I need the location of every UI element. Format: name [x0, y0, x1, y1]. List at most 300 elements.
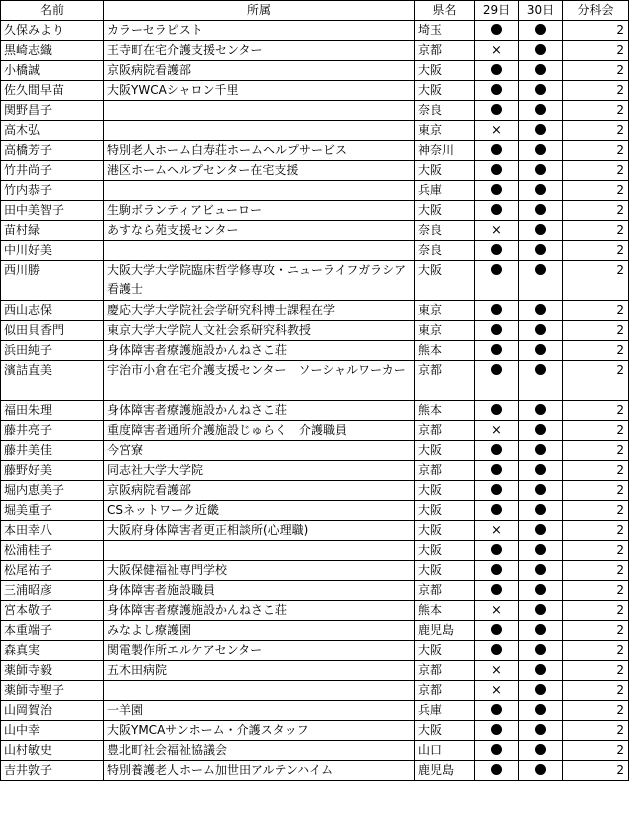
cell-session: 2	[563, 21, 629, 41]
cell-day29	[475, 201, 519, 221]
attend-dot-icon	[491, 404, 502, 415]
cell-prefecture: 京都	[415, 661, 475, 681]
cell-affiliation	[104, 121, 415, 141]
cell-day29	[475, 61, 519, 81]
cell-name: 苗村緑	[1, 221, 104, 241]
cell-day30	[519, 361, 563, 401]
cell-session: 2	[563, 341, 629, 361]
cell-affiliation: 重度障害者通所介護施設じゅらく 介護職員	[104, 421, 415, 441]
cell-session: 2	[563, 201, 629, 221]
table-row	[1, 321, 629, 341]
cell-day30	[519, 601, 563, 621]
cell-name: 田中美智子	[1, 201, 104, 221]
absent-cross-icon: ×	[491, 223, 502, 238]
table-row	[1, 521, 629, 541]
absent-cross-icon: ×	[491, 123, 502, 138]
cell-day30	[519, 641, 563, 661]
attend-dot-icon	[535, 664, 546, 675]
cell-day30	[519, 721, 563, 741]
cell-session: 2	[563, 581, 629, 601]
cell-affiliation: 特別養護老人ホーム加世田アルテンハイム	[104, 761, 415, 781]
cell-day30	[519, 661, 563, 681]
cell-name: 吉井敦子	[1, 761, 104, 781]
cell-session: 2	[563, 61, 629, 81]
cell-day29	[475, 481, 519, 501]
cell-prefecture: 大阪	[415, 201, 475, 221]
attend-dot-icon	[535, 464, 546, 475]
cell-day29	[475, 661, 519, 681]
table-row	[1, 761, 629, 781]
cell-prefecture: 大阪	[415, 81, 475, 101]
cell-day29	[475, 521, 519, 541]
cell-affiliation: 大阪YMCAサンホーム・介護スタッフ	[104, 721, 415, 741]
header-day29: 29日	[475, 1, 519, 21]
cell-session: 2	[563, 181, 629, 201]
cell-day29	[475, 261, 519, 301]
cell-prefecture: 京都	[415, 41, 475, 61]
cell-affiliation: 東京大学大学院人文社会系研究科教授	[104, 321, 415, 341]
table-row	[1, 441, 629, 461]
attend-dot-icon	[535, 764, 546, 775]
cell-name: 小橋誠	[1, 61, 104, 81]
cell-day30	[519, 481, 563, 501]
cell-affiliation: 同志社大学大学院	[104, 461, 415, 481]
cell-name: 高木弘	[1, 121, 104, 141]
cell-session: 2	[563, 701, 629, 721]
cell-session: 2	[563, 481, 629, 501]
cell-day29	[475, 441, 519, 461]
cell-name: 山岡賀治	[1, 701, 104, 721]
attend-dot-icon	[491, 584, 502, 595]
cell-affiliation: 大阪保健福祉専門学校	[104, 561, 415, 581]
cell-affiliation	[104, 541, 415, 561]
cell-prefecture: 兵庫	[415, 181, 475, 201]
attend-dot-icon	[535, 724, 546, 735]
table-row	[1, 141, 629, 161]
cell-prefecture: 埼玉	[415, 21, 475, 41]
table-row	[1, 621, 629, 641]
table-row	[1, 21, 629, 41]
attend-dot-icon	[535, 484, 546, 495]
cell-day30	[519, 441, 563, 461]
cell-prefecture: 鹿児島	[415, 621, 475, 641]
cell-name: 高橋芳子	[1, 141, 104, 161]
attend-dot-icon	[535, 544, 546, 555]
attend-dot-icon	[535, 224, 546, 235]
cell-day30	[519, 581, 563, 601]
cell-prefecture: 熊本	[415, 601, 475, 621]
cell-day29	[475, 501, 519, 521]
cell-day30	[519, 321, 563, 341]
cell-day29	[475, 541, 519, 561]
cell-name: 黒崎志織	[1, 41, 104, 61]
table-row	[1, 641, 629, 661]
attend-dot-icon	[491, 84, 502, 95]
attend-dot-icon	[491, 104, 502, 115]
cell-affiliation: 五木田病院	[104, 661, 415, 681]
cell-day29	[475, 721, 519, 741]
cell-prefecture: 京都	[415, 681, 475, 701]
attend-dot-icon	[491, 164, 502, 175]
cell-day29	[475, 461, 519, 481]
cell-prefecture: 奈良	[415, 101, 475, 121]
cell-session: 2	[563, 741, 629, 761]
cell-affiliation: みなよし療護園	[104, 621, 415, 641]
cell-name: 藤井美佳	[1, 441, 104, 461]
cell-name: 西山志保	[1, 301, 104, 321]
table-row	[1, 721, 629, 741]
attend-dot-icon	[535, 64, 546, 75]
cell-name: 西川勝	[1, 261, 104, 301]
attend-dot-icon	[535, 264, 546, 275]
cell-name: 似田貝香門	[1, 321, 104, 341]
cell-day30	[519, 241, 563, 261]
cell-prefecture: 大阪	[415, 501, 475, 521]
attend-dot-icon	[535, 244, 546, 255]
cell-name: 中川好美	[1, 241, 104, 261]
cell-name: 三浦昭彦	[1, 581, 104, 601]
attend-dot-icon	[535, 24, 546, 35]
cell-name: 薬師寺聖子	[1, 681, 104, 701]
attend-dot-icon	[535, 704, 546, 715]
cell-prefecture: 熊本	[415, 341, 475, 361]
cell-day29	[475, 321, 519, 341]
cell-prefecture: 大阪	[415, 561, 475, 581]
table-row	[1, 101, 629, 121]
table-row	[1, 221, 629, 241]
cell-session: 2	[563, 141, 629, 161]
table-row	[1, 501, 629, 521]
cell-session: 2	[563, 561, 629, 581]
cell-day30	[519, 621, 563, 641]
cell-session: 2	[563, 121, 629, 141]
attend-dot-icon	[535, 604, 546, 615]
table-row	[1, 61, 629, 81]
cell-session: 2	[563, 321, 629, 341]
attend-dot-icon	[535, 364, 546, 375]
cell-day30	[519, 561, 563, 581]
attend-dot-icon	[491, 564, 502, 575]
cell-prefecture: 山口	[415, 741, 475, 761]
cell-affiliation: 京阪病院看護部	[104, 481, 415, 501]
table-row	[1, 121, 629, 141]
cell-day30	[519, 681, 563, 701]
cell-day29	[475, 401, 519, 421]
cell-day30	[519, 161, 563, 181]
cell-day29	[475, 161, 519, 181]
cell-day30	[519, 201, 563, 221]
cell-name: 藤井亮子	[1, 421, 104, 441]
cell-name: 佐久間早苗	[1, 81, 104, 101]
attend-dot-icon	[535, 324, 546, 335]
attend-dot-icon	[491, 464, 502, 475]
attend-dot-icon	[491, 184, 502, 195]
header-prefecture: 県名	[415, 1, 475, 21]
cell-affiliation: 京阪病院看護部	[104, 61, 415, 81]
cell-session: 2	[563, 301, 629, 321]
attend-dot-icon	[491, 24, 502, 35]
absent-cross-icon: ×	[491, 683, 502, 698]
attend-dot-icon	[535, 584, 546, 595]
attend-dot-icon	[535, 344, 546, 355]
cell-session: 2	[563, 621, 629, 641]
cell-prefecture: 大阪	[415, 61, 475, 81]
cell-prefecture: 東京	[415, 301, 475, 321]
table-row	[1, 261, 629, 301]
cell-session: 2	[563, 161, 629, 181]
attend-dot-icon	[491, 744, 502, 755]
cell-day29	[475, 41, 519, 61]
cell-session: 2	[563, 41, 629, 61]
attend-dot-icon	[535, 104, 546, 115]
attend-dot-icon	[535, 624, 546, 635]
attend-dot-icon	[535, 564, 546, 575]
cell-prefecture: 大阪	[415, 161, 475, 181]
cell-day29	[475, 681, 519, 701]
cell-prefecture: 京都	[415, 461, 475, 481]
attend-dot-icon	[491, 204, 502, 215]
cell-prefecture: 鹿児島	[415, 761, 475, 781]
cell-day30	[519, 61, 563, 81]
absent-cross-icon: ×	[491, 603, 502, 618]
cell-affiliation: 大阪大学大学院臨床哲学修専攻・ニューライフガラシア看護士	[104, 261, 415, 301]
table-row	[1, 361, 629, 401]
cell-prefecture: 熊本	[415, 401, 475, 421]
cell-day30	[519, 421, 563, 441]
cell-day30	[519, 141, 563, 161]
cell-affiliation	[104, 241, 415, 261]
cell-day30	[519, 21, 563, 41]
cell-day29	[475, 81, 519, 101]
cell-name: 久保みより	[1, 21, 104, 41]
cell-session: 2	[563, 681, 629, 701]
cell-day29	[475, 341, 519, 361]
cell-prefecture: 京都	[415, 361, 475, 401]
cell-prefecture: 奈良	[415, 241, 475, 261]
cell-affiliation: 身体障害者療護施設かんねさこ荘	[104, 341, 415, 361]
cell-day29	[475, 421, 519, 441]
table-row	[1, 701, 629, 721]
cell-affiliation: あすなら苑支援センター	[104, 221, 415, 241]
attend-dot-icon	[535, 124, 546, 135]
cell-day29	[475, 561, 519, 581]
cell-prefecture: 東京	[415, 121, 475, 141]
cell-session: 2	[563, 261, 629, 301]
cell-day29	[475, 581, 519, 601]
cell-day30	[519, 501, 563, 521]
cell-day30	[519, 101, 563, 121]
cell-day30	[519, 221, 563, 241]
cell-affiliation: 身体障害者療護施設かんねさこ荘	[104, 601, 415, 621]
cell-day29	[475, 601, 519, 621]
cell-affiliation: 関電製作所エルケアセンター	[104, 641, 415, 661]
cell-name: 山中幸	[1, 721, 104, 741]
header-affiliation: 所属	[104, 1, 415, 21]
attend-dot-icon	[535, 524, 546, 535]
cell-name: 藤野好美	[1, 461, 104, 481]
cell-affiliation: 港区ホームヘルプセンター在宅支援	[104, 161, 415, 181]
attend-dot-icon	[535, 744, 546, 755]
cell-day29	[475, 361, 519, 401]
cell-session: 2	[563, 81, 629, 101]
table-row	[1, 581, 629, 601]
cell-affiliation: 大阪YWCAシャロン千里	[104, 81, 415, 101]
table-row	[1, 601, 629, 621]
attend-dot-icon	[491, 764, 502, 775]
cell-prefecture: 大阪	[415, 481, 475, 501]
absent-cross-icon: ×	[491, 523, 502, 538]
table-row	[1, 561, 629, 581]
attend-dot-icon	[535, 84, 546, 95]
cell-session: 2	[563, 441, 629, 461]
cell-day30	[519, 41, 563, 61]
cell-affiliation: 今宮寮	[104, 441, 415, 461]
attend-dot-icon	[535, 44, 546, 55]
cell-session: 2	[563, 421, 629, 441]
attend-dot-icon	[491, 544, 502, 555]
cell-prefecture: 大阪	[415, 641, 475, 661]
cell-session: 2	[563, 661, 629, 681]
attend-dot-icon	[491, 644, 502, 655]
cell-day30	[519, 341, 563, 361]
table-row	[1, 541, 629, 561]
cell-session: 2	[563, 461, 629, 481]
cell-day29	[475, 301, 519, 321]
attend-dot-icon	[535, 644, 546, 655]
cell-prefecture: 大阪	[415, 721, 475, 741]
cell-affiliation: 一羊園	[104, 701, 415, 721]
cell-day29	[475, 221, 519, 241]
attend-dot-icon	[491, 244, 502, 255]
cell-name: 竹井尚子	[1, 161, 104, 181]
cell-affiliation: 生駒ボランティアビューロー	[104, 201, 415, 221]
attend-dot-icon	[535, 184, 546, 195]
cell-day29	[475, 121, 519, 141]
header-row	[1, 1, 629, 21]
attend-dot-icon	[491, 64, 502, 75]
cell-affiliation: 豊北町社会福祉協議会	[104, 741, 415, 761]
cell-name: 松尾祐子	[1, 561, 104, 581]
cell-session: 2	[563, 641, 629, 661]
cell-session: 2	[563, 101, 629, 121]
cell-prefecture: 大阪	[415, 261, 475, 301]
cell-prefecture: 神奈川	[415, 141, 475, 161]
table-row	[1, 301, 629, 321]
attend-dot-icon	[535, 404, 546, 415]
cell-name: 薬師寺毅	[1, 661, 104, 681]
cell-session: 2	[563, 221, 629, 241]
table-row	[1, 81, 629, 101]
attend-dot-icon	[491, 144, 502, 155]
cell-prefecture: 東京	[415, 321, 475, 341]
table-row	[1, 181, 629, 201]
cell-affiliation: 特別老人ホーム白寿荘ホームヘルプサービス	[104, 141, 415, 161]
cell-day30	[519, 461, 563, 481]
cell-session: 2	[563, 401, 629, 421]
cell-affiliation	[104, 681, 415, 701]
cell-day30	[519, 541, 563, 561]
cell-session: 2	[563, 721, 629, 741]
cell-affiliation: 身体障害者施設職員	[104, 581, 415, 601]
cell-affiliation: 宇治市小倉在宅介護支援センター ソーシャルワーカー	[104, 361, 415, 401]
cell-prefecture: 大阪	[415, 441, 475, 461]
cell-day29	[475, 741, 519, 761]
cell-session: 2	[563, 501, 629, 521]
table-body	[1, 21, 629, 781]
absent-cross-icon: ×	[491, 43, 502, 58]
cell-name: 濱詰直美	[1, 361, 104, 401]
cell-day30	[519, 401, 563, 421]
cell-day30	[519, 301, 563, 321]
cell-day29	[475, 701, 519, 721]
cell-day30	[519, 81, 563, 101]
cell-day29	[475, 241, 519, 261]
absent-cross-icon: ×	[491, 663, 502, 678]
attend-dot-icon	[491, 504, 502, 515]
cell-prefecture: 大阪	[415, 541, 475, 561]
cell-name: 浜田純子	[1, 341, 104, 361]
table-row	[1, 41, 629, 61]
header-session: 分科会	[563, 1, 629, 21]
cell-day29	[475, 21, 519, 41]
cell-affiliation: 大阪府身体障害者更正相談所(心理職)	[104, 521, 415, 541]
cell-day30	[519, 121, 563, 141]
cell-name: 堀内恵美子	[1, 481, 104, 501]
cell-day30	[519, 701, 563, 721]
cell-day29	[475, 621, 519, 641]
table-row	[1, 201, 629, 221]
attend-dot-icon	[535, 204, 546, 215]
attend-dot-icon	[535, 444, 546, 455]
cell-prefecture: 奈良	[415, 221, 475, 241]
attend-dot-icon	[491, 264, 502, 275]
cell-session: 2	[563, 361, 629, 401]
cell-day30	[519, 521, 563, 541]
cell-prefecture: 京都	[415, 581, 475, 601]
table-row	[1, 681, 629, 701]
table-row	[1, 741, 629, 761]
cell-affiliation: 身体障害者療護施設かんねさこ荘	[104, 401, 415, 421]
attend-dot-icon	[535, 304, 546, 315]
cell-name: 山村敏史	[1, 741, 104, 761]
cell-session: 2	[563, 601, 629, 621]
cell-name: 堀美重子	[1, 501, 104, 521]
cell-name: 本重端子	[1, 621, 104, 641]
attend-dot-icon	[491, 484, 502, 495]
attend-dot-icon	[491, 304, 502, 315]
cell-name: 福田朱理	[1, 401, 104, 421]
cell-name: 本田幸八	[1, 521, 104, 541]
cell-session: 2	[563, 541, 629, 561]
cell-name: 松浦桂子	[1, 541, 104, 561]
cell-session: 2	[563, 241, 629, 261]
cell-affiliation: カラーセラピスト	[104, 21, 415, 41]
header-name: 名前	[1, 1, 104, 21]
cell-session: 2	[563, 521, 629, 541]
attend-dot-icon	[491, 444, 502, 455]
table-row	[1, 461, 629, 481]
cell-affiliation: 王寺町在宅介護支援センター	[104, 41, 415, 61]
attend-dot-icon	[491, 324, 502, 335]
attend-dot-icon	[491, 624, 502, 635]
cell-day30	[519, 181, 563, 201]
table-row	[1, 661, 629, 681]
cell-day30	[519, 761, 563, 781]
cell-prefecture: 京都	[415, 421, 475, 441]
cell-affiliation: 慶応大学大学院社会学研究科博士課程在学	[104, 301, 415, 321]
attend-dot-icon	[491, 704, 502, 715]
cell-name: 森真実	[1, 641, 104, 661]
